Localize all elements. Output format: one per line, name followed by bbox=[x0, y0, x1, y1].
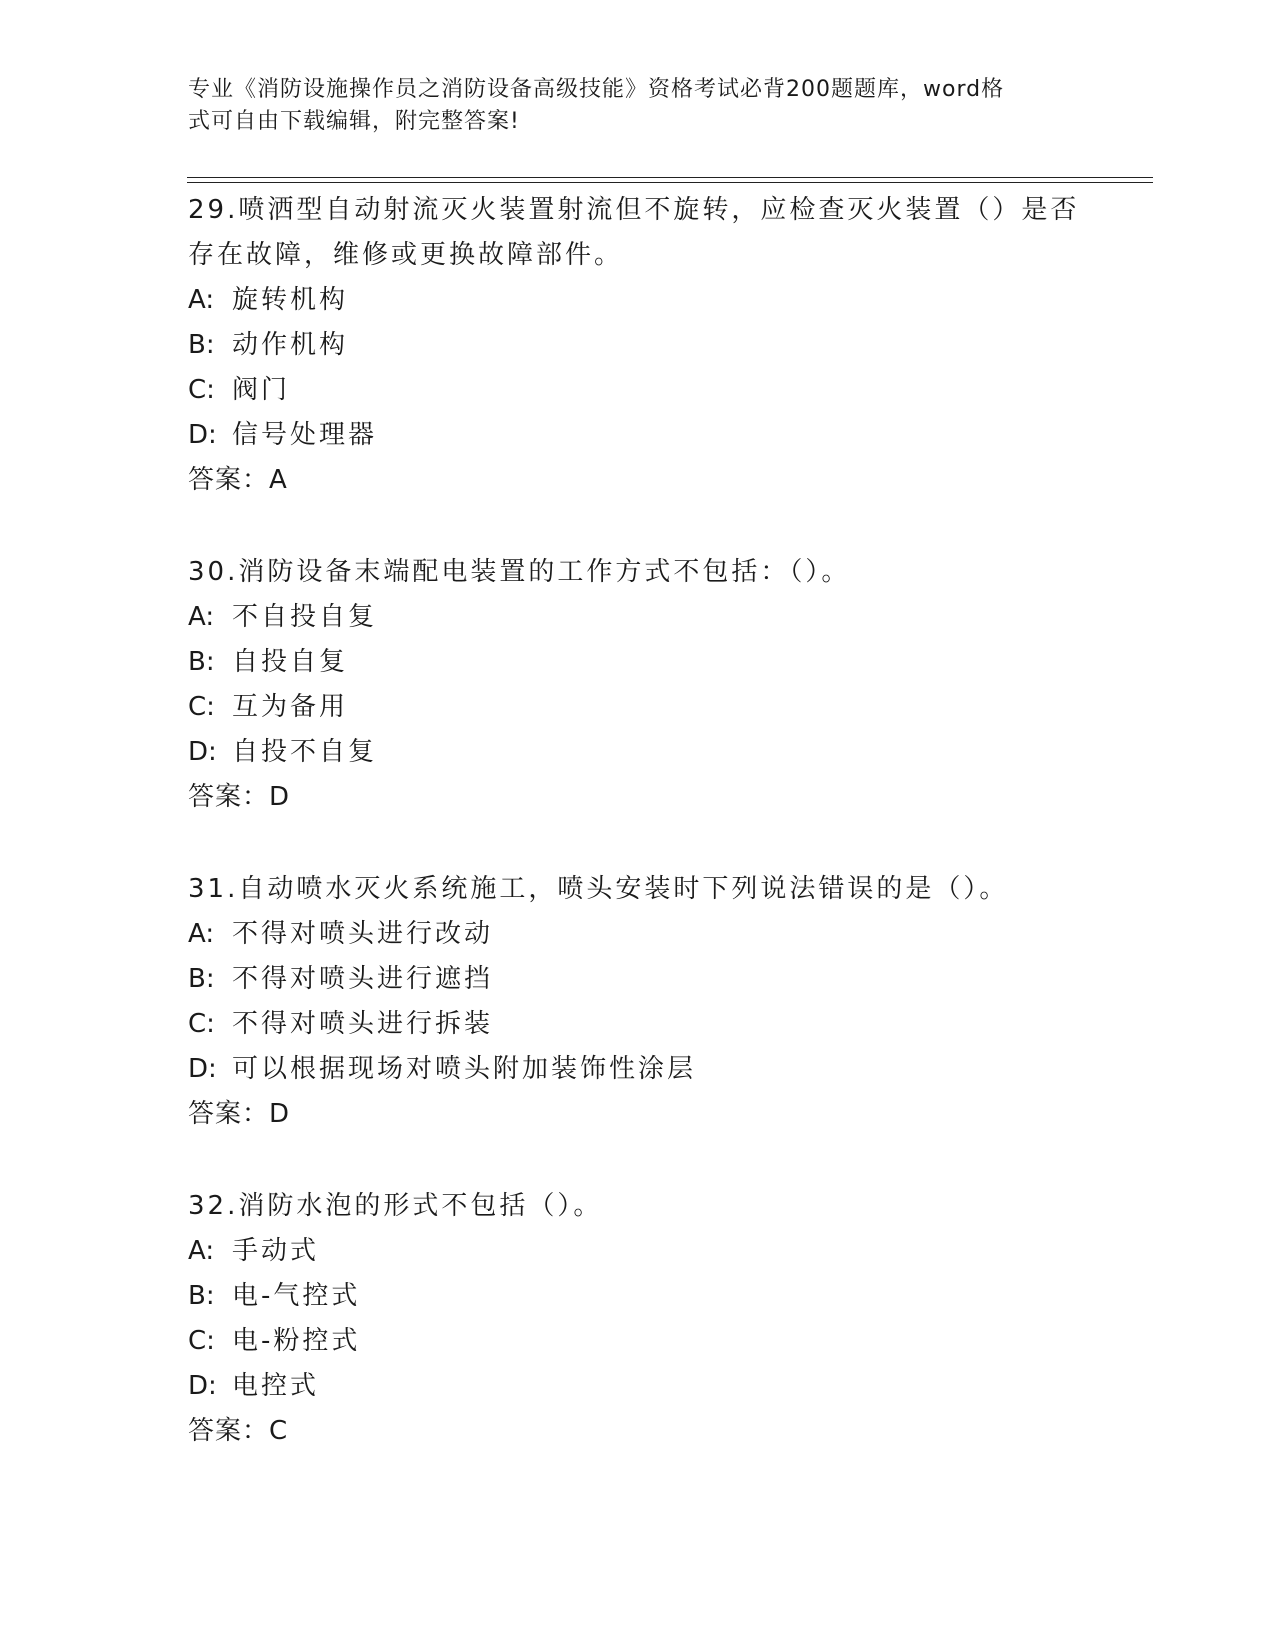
option-d bbox=[188, 1364, 1088, 1409]
option-key: D: bbox=[188, 1054, 217, 1084]
option-text: 不自投自复 bbox=[232, 602, 378, 632]
answer-line bbox=[188, 1409, 1088, 1454]
option-text: 不得对喷头进行改动 bbox=[232, 919, 494, 949]
option-text: 旋转机构 bbox=[232, 285, 349, 315]
answer-label: 答案： bbox=[188, 1099, 270, 1129]
option-d bbox=[188, 730, 1088, 775]
option-key: D: bbox=[188, 737, 217, 767]
option-a bbox=[188, 1229, 1088, 1274]
option-b bbox=[188, 323, 1088, 368]
option-b bbox=[188, 640, 1088, 685]
option-key: A: bbox=[188, 285, 215, 315]
question-30 bbox=[188, 550, 1088, 820]
question-stem-line: 29.喷洒型自动射流灭火装置射流但不旋转，应检查灭火装置（）是否 bbox=[188, 195, 1080, 225]
option-text: 电-粉控式 bbox=[232, 1326, 361, 1356]
question-stem bbox=[188, 188, 1088, 278]
answer-label: 答案： bbox=[188, 1416, 270, 1446]
option-c bbox=[188, 1002, 1088, 1047]
document-header bbox=[188, 74, 1068, 138]
answer-value: A bbox=[269, 465, 287, 495]
question-list bbox=[188, 188, 1088, 1501]
header-line-1: 专业《消防设施操作员之消防设备高级技能》资格考试必背200题题库，word格 bbox=[188, 77, 1005, 102]
option-key: A: bbox=[188, 602, 215, 632]
answer-value: D bbox=[269, 782, 290, 812]
option-text: 电控式 bbox=[232, 1371, 320, 1401]
question-stem-line: 32.消防水泡的形式不包括（）。 bbox=[188, 1191, 603, 1221]
option-d bbox=[188, 1047, 1088, 1092]
option-key: C: bbox=[188, 1009, 215, 1039]
option-text: 不得对喷头进行遮挡 bbox=[232, 964, 494, 994]
option-a bbox=[188, 278, 1088, 323]
answer-label: 答案： bbox=[188, 782, 270, 812]
option-text: 可以根据现场对喷头附加装饰性涂层 bbox=[232, 1054, 697, 1084]
header-divider-top bbox=[187, 177, 1153, 178]
answer-line bbox=[188, 458, 1088, 503]
option-key: C: bbox=[188, 692, 215, 722]
option-b bbox=[188, 1274, 1088, 1319]
option-c bbox=[188, 685, 1088, 730]
answer-line bbox=[188, 1092, 1088, 1137]
option-b bbox=[188, 957, 1088, 1002]
option-key: C: bbox=[188, 1326, 215, 1356]
option-c bbox=[188, 368, 1088, 413]
question-stem-line: 30.消防设备末端配电装置的工作方式不包括：（）。 bbox=[188, 557, 851, 587]
option-text: 手动式 bbox=[232, 1236, 320, 1266]
option-key: B: bbox=[188, 964, 215, 994]
option-key: B: bbox=[188, 330, 215, 360]
option-text: 自投不自复 bbox=[232, 737, 378, 767]
option-key: C: bbox=[188, 375, 215, 405]
question-32 bbox=[188, 1184, 1088, 1454]
question-stem bbox=[188, 1184, 1088, 1229]
option-a bbox=[188, 595, 1088, 640]
option-a bbox=[188, 912, 1088, 957]
header-line-2: 式可自由下载编辑，附完整答案! bbox=[188, 109, 520, 134]
option-key: A: bbox=[188, 1236, 215, 1266]
option-key: D: bbox=[188, 420, 217, 450]
option-text: 不得对喷头进行拆装 bbox=[232, 1009, 494, 1039]
question-stem bbox=[188, 867, 1088, 912]
option-key: D: bbox=[188, 1371, 217, 1401]
option-text: 阀门 bbox=[232, 375, 291, 405]
option-text: 互为备用 bbox=[232, 692, 349, 722]
option-d bbox=[188, 413, 1088, 458]
answer-line bbox=[188, 775, 1088, 820]
answer-label: 答案： bbox=[188, 465, 270, 495]
option-text: 动作机构 bbox=[232, 330, 349, 360]
question-31 bbox=[188, 867, 1088, 1137]
answer-value: D bbox=[269, 1099, 290, 1129]
question-stem-line: 存在故障，维修或更换故障部件。 bbox=[188, 240, 624, 270]
option-key: A: bbox=[188, 919, 215, 949]
option-text: 电-气控式 bbox=[232, 1281, 361, 1311]
answer-value: C bbox=[269, 1416, 288, 1446]
question-stem-line: 31.自动喷水灭火系统施工，喷头安装时下列说法错误的是（）。 bbox=[188, 874, 1009, 904]
option-c bbox=[188, 1319, 1088, 1364]
option-text: 自投自复 bbox=[232, 647, 349, 677]
option-key: B: bbox=[188, 647, 215, 677]
question-stem bbox=[188, 550, 1088, 595]
question-29 bbox=[188, 188, 1088, 503]
header-divider-bottom bbox=[187, 182, 1153, 183]
option-text: 信号处理器 bbox=[232, 420, 378, 450]
option-key: B: bbox=[188, 1281, 215, 1311]
